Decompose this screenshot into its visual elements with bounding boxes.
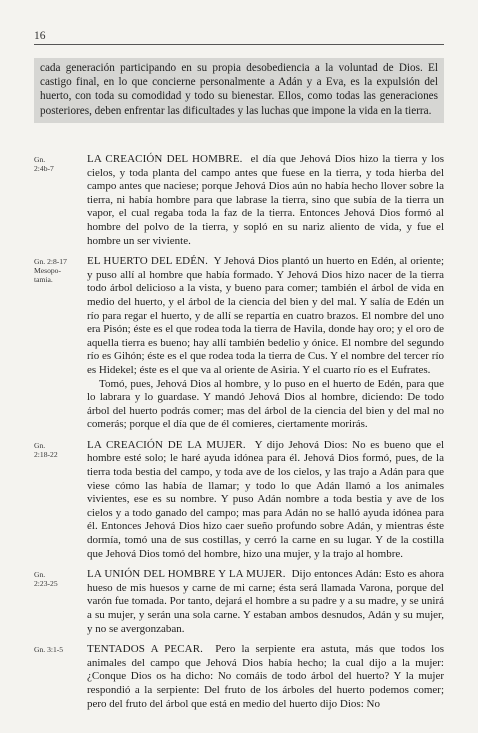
margin-reference: Gn. 3:1-5	[34, 645, 64, 655]
section-text	[87, 568, 444, 636]
paragraph-body: Dijo entonces Adán: Esto es ahora hueso de mis huesos y carne de mi carne; ésta será llamada Varona, porque del varón fue tomada. Por tanto, dejará el hombre a su padre y a su madre, y se unirá a su mujer, y serán una sola carne. Y estaban ambos desnudos, Adán y su mujer, y no se avergonzaban.	[87, 568, 444, 635]
section-text	[87, 643, 444, 711]
section-heading: LA CREACIÓN DE LA MUJER.	[87, 438, 246, 451]
intro-box: cada generación participando en su propia desobediencia a la voluntad de Dios. El castigo final, en lo que concierne personalmente a Adán y a Eva, es la expulsión del huerto, con toda su comodidad y todo su bienestar. Ellos, como todas las generaciones posteriores, deben enfrentar las dificultades y las luchas que impone la vida en la tierra.	[34, 58, 444, 123]
page-number: 16	[34, 30, 46, 42]
paragraph-body: Y dijo Jehová Dios: No es bueno que el hombre esté solo; le haré ayuda idónea para él. Jehová Dios formó, pues, de la tierra toda bestia del campo, y toda ave de los cielos, y las trajo a Adán para que viese cómo las había de llamar; y todo lo que Adán llamó a los animales vivientes, ese es su nombre. Y puso Adán nombre a toda bestia y ave de los cielos y a todo ganado del campo; mas para Adán no se halló ayuda idónea para él. Entonces Jehová Dios hizo caer sueño profundo sobre Adán, y mientras éste dormía, tomó una de sus costillas, y cerró la carne en su lugar. Y de la costilla que Jehová Dios tomó del hombre, hizo una mujer, y la trajo al hombre.	[87, 438, 445, 560]
section-heading: EL HUERTO DEL EDÉN.	[87, 255, 208, 268]
sections	[34, 153, 444, 718]
section-text	[87, 439, 444, 561]
paragraph-body: Pero la serpiente era astuta, más que todos los animales del campo que Jehová Dios había hecho; la cual dijo a la mujer: ¿Conque Dios os ha dicho: No comáis de todo árbol del huerto? Y la mujer respondió a la serpiente: Del fruto de los árboles del huerto podemos comer; pero del fruto del árbol que está en medio del huerto dijo Dios: No	[87, 643, 444, 710]
section-heading: TENTADOS A PECAR.	[87, 643, 204, 656]
paragraph-body: el día que Jehová Dios hizo la tierra y los cielos, y toda planta del campo antes que fuese en la tierra, y toda hierba del campo antes que naciese; porque Jehová Dios aún no había hecho llover sobre la tierra, ni había hombre para que labrase la tierra, sino que subía de la tierra un vapor, el cual regaba toda la faz de la tierra. Entonces Jehová Dios formó al hombre del polvo de la tierra, y sopló en su nariz aliento de vida, y fue el hombre un ser viviente.	[87, 153, 444, 247]
section-heading: LA UNIÓN DEL HOMBRE Y LA MUJER.	[87, 568, 286, 581]
paragraph	[87, 255, 444, 377]
section-huerto-eden	[34, 255, 444, 432]
margin-reference: Gn. 2:8-17 Mesopo- tamia.	[34, 257, 67, 285]
paragraph	[87, 439, 444, 561]
section-heading: LA CREACIÓN DEL HOMBRE.	[87, 153, 243, 165]
section-creacion-mujer	[34, 439, 444, 561]
margin-reference: Gn. 2:23-25	[34, 570, 58, 589]
paragraph	[87, 643, 444, 711]
margin-reference: Gn. 2:4b-7	[34, 155, 54, 173]
paragraph	[87, 153, 444, 248]
section-tentados	[34, 643, 444, 711]
section-creacion-hombre	[34, 153, 444, 248]
paragraph: Tomó, pues, Jehová Dios al hombre, y lo puso en el huerto de Edén, para que lo labrara y lo guardase. Y mandó Jehová Dios al hombre, diciendo: De todo árbol del huerto podrás comer; mas del árbol de la ciencia del bien y del mal no comerás; porque el día que de él comieres, ciertamente morirás.	[87, 377, 444, 431]
section-text	[87, 255, 444, 432]
section-union	[34, 568, 444, 636]
paragraph	[87, 568, 444, 636]
section-text	[87, 153, 444, 248]
paragraph-body: Y Jehová Dios plantó un huerto en Edén, al oriente; y puso allí al hombre que había formado. Y Jehová Dios hizo nacer de la tierra todo árbol delicioso a la vista, y bueno para comer; también el árbol de vida en medio del huerto, y el árbol de la ciencia del bien y del mal. Y salía de Edén un río para regar el huerto, y de allí se repartía en cuatro brazos. El nombre del uno era Pisón; éste es el que rodea toda la tierra de Havila, donde hay oro; y el oro de aquella tierra es bueno; hay allí también bedelio y ónice. El nombre del segundo río es Gihón; éste es el que rodea toda la tierra de Cus. Y el nombre del tercer río es Hidekel; éste es el que va al oriente de Asiria. Y el cuarto río es el Eufrates.	[87, 255, 445, 376]
margin-reference: Gn. 2:18-22	[34, 440, 58, 459]
header-rule	[34, 44, 444, 45]
